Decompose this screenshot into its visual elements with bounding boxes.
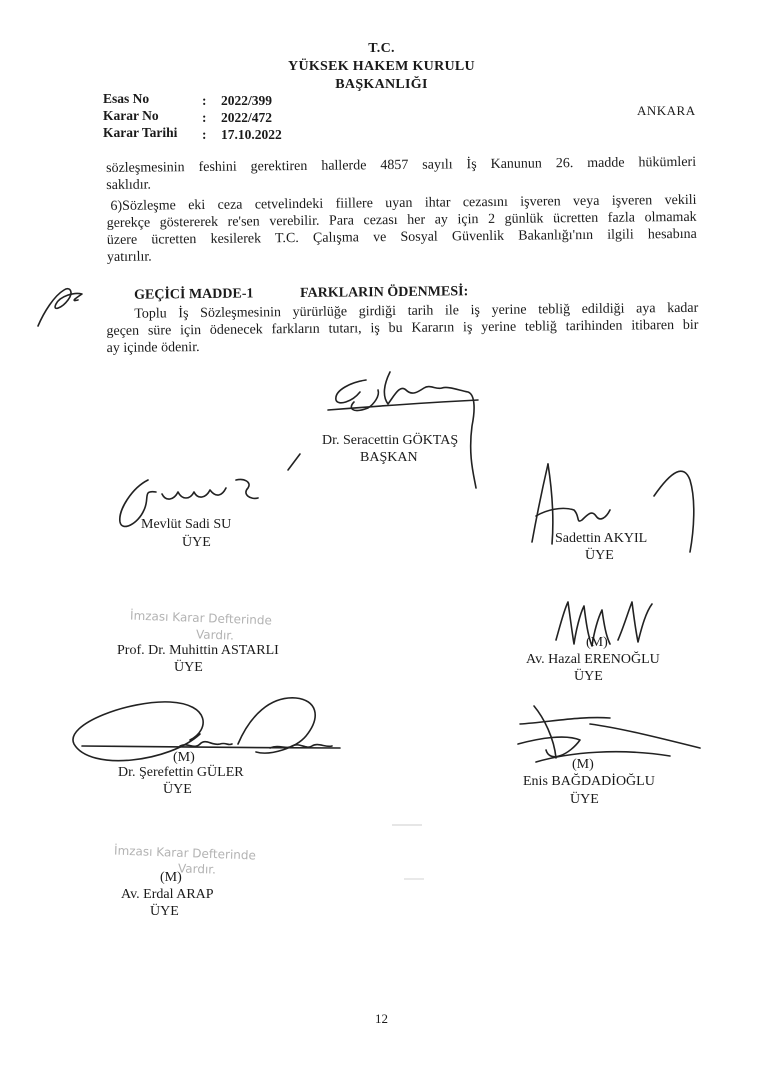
- member7-mark: (M): [160, 870, 182, 885]
- para2-line3: üzere ücretten kesilerek T.C. Çalışma ve Sosyal Güvenlik Bakanlığı'nın ilgili hesabına: [106, 226, 697, 248]
- tarih-label: Karar Tarihi: [103, 125, 178, 140]
- scan-speck: [392, 824, 422, 826]
- member3-role: ÜYE: [174, 660, 203, 675]
- member6-role: ÜYE: [570, 792, 599, 807]
- article-line3: ay içinde ödenir.: [106, 340, 200, 356]
- header-tc: T.C.: [368, 41, 395, 56]
- para2-line4: yatırılır.: [106, 249, 152, 265]
- member3-stamp-line1: İmzası Karar Defterinde: [129, 608, 273, 628]
- article-block: [106, 282, 699, 357]
- header-presidency: BAŞKANLIĞI: [335, 77, 428, 92]
- member2-name: Sadettin AKYIL: [555, 531, 648, 546]
- karar-separator: :: [202, 110, 207, 125]
- member7-stamp-line1: İmzası Karar Defterinde: [113, 843, 257, 863]
- body-block: [106, 154, 697, 266]
- member7-name: Av. Erdal ARAP: [121, 887, 214, 902]
- article-line1: Toplu İş Sözleşmesinin yürürlüğe girdiği tarih ile iş yerine tebliğ edildiği aya kadar: [134, 300, 699, 322]
- esas-label: Esas No: [103, 91, 150, 106]
- karar-value: 2022/472: [221, 110, 273, 125]
- pen-mark: [284, 452, 304, 472]
- article-line2: geçen süre için ödenecek farkların tutarı, iş bu Kararın iş yerine tebliğ tarihinden itibaren bir: [106, 317, 699, 339]
- member5-mark: (M): [173, 750, 195, 765]
- tarih-value: 17.10.2022: [221, 127, 282, 142]
- member4-signature: [548, 596, 668, 656]
- scan-speck: [404, 878, 424, 880]
- page-number: 12: [375, 1011, 388, 1026]
- esas-value: 2022/399: [221, 93, 273, 108]
- header-institution: YÜKSEK HAKEM KURULU: [288, 59, 475, 74]
- member6-mark: (M): [572, 757, 594, 772]
- member7-stamp-line2: Vardır.: [177, 861, 217, 877]
- article-title: FARKLARIN ÖDENMESİ:: [299, 284, 469, 301]
- member5-role: ÜYE: [163, 782, 192, 797]
- member7-role: ÜYE: [150, 904, 179, 919]
- esas-separator: :: [202, 93, 207, 108]
- para1-line1: sözleşmesinin feshini gerektiren hallerde 4857 sayılı İş Kanunun 26. madde hükümleri: [106, 154, 697, 176]
- member4-mark: (M): [586, 635, 608, 650]
- member5-name: Dr. Şerefettin GÜLER: [118, 765, 244, 780]
- member3-name: Prof. Dr. Muhittin ASTARLI: [117, 643, 279, 658]
- margin-initial-signature: [30, 282, 90, 332]
- member4-name: Av. Hazal ERENOĞLU: [526, 652, 660, 667]
- president-name: Dr. Seracettin GÖKTAŞ: [322, 433, 459, 448]
- member6-signature: [510, 698, 710, 778]
- member1-role: ÜYE: [182, 535, 211, 550]
- tarih-separator: :: [202, 127, 207, 142]
- member1-name: Mevlüt Sadi SU: [141, 517, 232, 532]
- member6-name: Enis BAĞDADİOĞLU: [523, 774, 655, 789]
- member5-signature: [60, 686, 360, 776]
- president-role: BAŞKAN: [360, 450, 418, 465]
- member3-stamp-line2: Vardır.: [195, 627, 235, 643]
- para2-line2: gerekçe göstererek re'sen verebilir. Para cezası her ay için 2 günlük ücretten fazla olmamak: [106, 209, 697, 231]
- member2-role: ÜYE: [585, 548, 614, 563]
- karar-label: Karar No: [103, 108, 159, 123]
- para2-line1: 6)Sözleşme eki ceza cetvelindeki fiillere uyan ihtar cezasını işveren veya işveren vekili: [110, 192, 697, 214]
- president-signature: [308, 366, 488, 496]
- header-city: ANKARA: [637, 103, 696, 118]
- article-label: GEÇİCİ MADDE-1: [133, 286, 254, 303]
- para1-line2: saklıdır.: [106, 177, 152, 193]
- member4-role: ÜYE: [574, 669, 603, 684]
